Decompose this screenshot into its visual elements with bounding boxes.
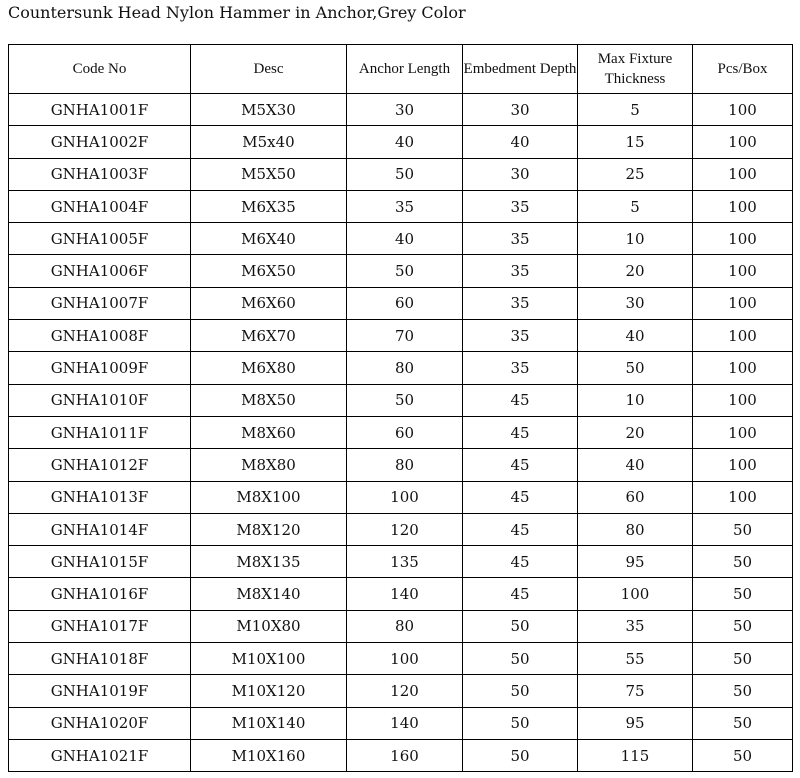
cell-pcs-box: 100 xyxy=(693,352,793,384)
cell-max-fixture-thickness: 40 xyxy=(578,449,693,481)
cell-max-fixture-thickness: 20 xyxy=(578,255,693,287)
cell-code-no: GNHA1002F xyxy=(9,126,191,158)
cell-anchor-length: 80 xyxy=(347,610,463,642)
table-row xyxy=(9,739,793,771)
cell-embedment-depth: 35 xyxy=(463,190,578,222)
header-anchor-length: Anchor Length xyxy=(347,45,463,94)
cell-code-no: GNHA1020F xyxy=(9,707,191,739)
cell-anchor-length: 160 xyxy=(347,739,463,771)
table-row xyxy=(9,158,793,190)
cell-pcs-box: 100 xyxy=(693,481,793,513)
cell-desc: M6X80 xyxy=(191,352,347,384)
table-row xyxy=(9,352,793,384)
cell-code-no: GNHA1010F xyxy=(9,384,191,416)
cell-max-fixture-thickness: 5 xyxy=(578,190,693,222)
cell-code-no: GNHA1019F xyxy=(9,675,191,707)
cell-embedment-depth: 35 xyxy=(463,287,578,319)
cell-max-fixture-thickness: 20 xyxy=(578,416,693,448)
cell-max-fixture-thickness: 35 xyxy=(578,610,693,642)
table-body xyxy=(9,94,793,772)
header-code-no: Code No xyxy=(9,45,191,94)
cell-desc: M6X50 xyxy=(191,255,347,287)
table-row xyxy=(9,416,793,448)
cell-pcs-box: 50 xyxy=(693,707,793,739)
cell-desc: M8X135 xyxy=(191,546,347,578)
specification-table xyxy=(8,44,793,772)
cell-anchor-length: 40 xyxy=(347,126,463,158)
cell-max-fixture-thickness: 10 xyxy=(578,384,693,416)
table-row xyxy=(9,513,793,545)
table-row xyxy=(9,94,793,126)
cell-pcs-box: 100 xyxy=(693,449,793,481)
cell-anchor-length: 50 xyxy=(347,158,463,190)
cell-pcs-box: 100 xyxy=(693,126,793,158)
cell-embedment-depth: 35 xyxy=(463,320,578,352)
cell-desc: M5x40 xyxy=(191,126,347,158)
cell-pcs-box: 100 xyxy=(693,384,793,416)
cell-max-fixture-thickness: 50 xyxy=(578,352,693,384)
cell-pcs-box: 100 xyxy=(693,223,793,255)
cell-max-fixture-thickness: 115 xyxy=(578,739,693,771)
cell-embedment-depth: 45 xyxy=(463,481,578,513)
header-pcs-box: Pcs/Box xyxy=(693,45,793,94)
cell-embedment-depth: 45 xyxy=(463,513,578,545)
cell-embedment-depth: 35 xyxy=(463,352,578,384)
cell-pcs-box: 100 xyxy=(693,416,793,448)
cell-anchor-length: 30 xyxy=(347,94,463,126)
cell-anchor-length: 140 xyxy=(347,707,463,739)
cell-code-no: GNHA1021F xyxy=(9,739,191,771)
cell-pcs-box: 100 xyxy=(693,94,793,126)
cell-pcs-box: 100 xyxy=(693,190,793,222)
cell-desc: M6X40 xyxy=(191,223,347,255)
table-row xyxy=(9,287,793,319)
cell-pcs-box: 50 xyxy=(693,610,793,642)
table-row xyxy=(9,675,793,707)
cell-embedment-depth: 45 xyxy=(463,546,578,578)
cell-max-fixture-thickness: 15 xyxy=(578,126,693,158)
cell-embedment-depth: 35 xyxy=(463,223,578,255)
cell-anchor-length: 80 xyxy=(347,449,463,481)
table-row xyxy=(9,578,793,610)
cell-desc: M6X70 xyxy=(191,320,347,352)
cell-anchor-length: 120 xyxy=(347,675,463,707)
cell-code-no: GNHA1009F xyxy=(9,352,191,384)
cell-max-fixture-thickness: 40 xyxy=(578,320,693,352)
cell-embedment-depth: 45 xyxy=(463,416,578,448)
cell-desc: M10X100 xyxy=(191,643,347,675)
cell-desc: M8X60 xyxy=(191,416,347,448)
cell-anchor-length: 70 xyxy=(347,320,463,352)
cell-pcs-box: 100 xyxy=(693,255,793,287)
table-header-row xyxy=(9,45,793,94)
table-row xyxy=(9,320,793,352)
cell-code-no: GNHA1004F xyxy=(9,190,191,222)
cell-desc: M6X35 xyxy=(191,190,347,222)
cell-pcs-box: 50 xyxy=(693,546,793,578)
cell-max-fixture-thickness: 25 xyxy=(578,158,693,190)
cell-code-no: GNHA1011F xyxy=(9,416,191,448)
cell-desc: M6X60 xyxy=(191,287,347,319)
cell-code-no: GNHA1005F xyxy=(9,223,191,255)
header-embedment-depth: Embedment Depth xyxy=(463,45,578,94)
cell-embedment-depth: 50 xyxy=(463,610,578,642)
table-row xyxy=(9,643,793,675)
header-desc: Desc xyxy=(191,45,347,94)
cell-anchor-length: 135 xyxy=(347,546,463,578)
cell-code-no: GNHA1012F xyxy=(9,449,191,481)
table-row xyxy=(9,223,793,255)
cell-anchor-length: 120 xyxy=(347,513,463,545)
cell-code-no: GNHA1001F xyxy=(9,94,191,126)
table-row xyxy=(9,707,793,739)
cell-code-no: GNHA1015F xyxy=(9,546,191,578)
cell-pcs-box: 100 xyxy=(693,320,793,352)
table-row xyxy=(9,610,793,642)
cell-anchor-length: 60 xyxy=(347,287,463,319)
cell-max-fixture-thickness: 100 xyxy=(578,578,693,610)
cell-max-fixture-thickness: 95 xyxy=(578,546,693,578)
cell-embedment-depth: 45 xyxy=(463,384,578,416)
cell-embedment-depth: 50 xyxy=(463,707,578,739)
cell-pcs-box: 50 xyxy=(693,513,793,545)
cell-anchor-length: 50 xyxy=(347,384,463,416)
cell-desc: M8X50 xyxy=(191,384,347,416)
cell-desc: M10X80 xyxy=(191,610,347,642)
cell-pcs-box: 50 xyxy=(693,643,793,675)
cell-desc: M8X100 xyxy=(191,481,347,513)
cell-max-fixture-thickness: 60 xyxy=(578,481,693,513)
cell-desc: M10X140 xyxy=(191,707,347,739)
cell-max-fixture-thickness: 75 xyxy=(578,675,693,707)
cell-anchor-length: 50 xyxy=(347,255,463,287)
cell-code-no: GNHA1003F xyxy=(9,158,191,190)
header-max-fixture-thickness: Max Fixture Thickness xyxy=(578,45,693,94)
cell-embedment-depth: 40 xyxy=(463,126,578,158)
cell-desc: M5X30 xyxy=(191,94,347,126)
cell-anchor-length: 60 xyxy=(347,416,463,448)
cell-embedment-depth: 30 xyxy=(463,158,578,190)
cell-desc: M10X120 xyxy=(191,675,347,707)
cell-embedment-depth: 50 xyxy=(463,739,578,771)
cell-anchor-length: 140 xyxy=(347,578,463,610)
cell-desc: M5X50 xyxy=(191,158,347,190)
cell-max-fixture-thickness: 10 xyxy=(578,223,693,255)
cell-anchor-length: 35 xyxy=(347,190,463,222)
table-row xyxy=(9,546,793,578)
cell-pcs-box: 50 xyxy=(693,739,793,771)
cell-desc: M8X140 xyxy=(191,578,347,610)
cell-embedment-depth: 50 xyxy=(463,643,578,675)
cell-anchor-length: 40 xyxy=(347,223,463,255)
table-row xyxy=(9,190,793,222)
cell-pcs-box: 50 xyxy=(693,675,793,707)
cell-desc: M10X160 xyxy=(191,739,347,771)
cell-pcs-box: 50 xyxy=(693,578,793,610)
cell-pcs-box: 100 xyxy=(693,287,793,319)
cell-max-fixture-thickness: 95 xyxy=(578,707,693,739)
table-row xyxy=(9,481,793,513)
cell-desc: M8X80 xyxy=(191,449,347,481)
cell-max-fixture-thickness: 80 xyxy=(578,513,693,545)
cell-code-no: GNHA1008F xyxy=(9,320,191,352)
table-row xyxy=(9,449,793,481)
cell-code-no: GNHA1016F xyxy=(9,578,191,610)
table-row xyxy=(9,384,793,416)
cell-embedment-depth: 50 xyxy=(463,675,578,707)
cell-pcs-box: 100 xyxy=(693,158,793,190)
cell-anchor-length: 80 xyxy=(347,352,463,384)
cell-anchor-length: 100 xyxy=(347,643,463,675)
cell-code-no: GNHA1014F xyxy=(9,513,191,545)
cell-anchor-length: 100 xyxy=(347,481,463,513)
cell-code-no: GNHA1017F xyxy=(9,610,191,642)
cell-max-fixture-thickness: 30 xyxy=(578,287,693,319)
cell-code-no: GNHA1013F xyxy=(9,481,191,513)
cell-code-no: GNHA1018F xyxy=(9,643,191,675)
table-row xyxy=(9,255,793,287)
cell-code-no: GNHA1007F xyxy=(9,287,191,319)
cell-embedment-depth: 45 xyxy=(463,449,578,481)
cell-code-no: GNHA1006F xyxy=(9,255,191,287)
table-row xyxy=(9,126,793,158)
cell-embedment-depth: 45 xyxy=(463,578,578,610)
cell-max-fixture-thickness: 55 xyxy=(578,643,693,675)
cell-embedment-depth: 35 xyxy=(463,255,578,287)
cell-max-fixture-thickness: 5 xyxy=(578,94,693,126)
cell-embedment-depth: 30 xyxy=(463,94,578,126)
document-title: Countersunk Head Nylon Hammer in Anchor,Grey Color xyxy=(8,3,466,22)
cell-desc: M8X120 xyxy=(191,513,347,545)
